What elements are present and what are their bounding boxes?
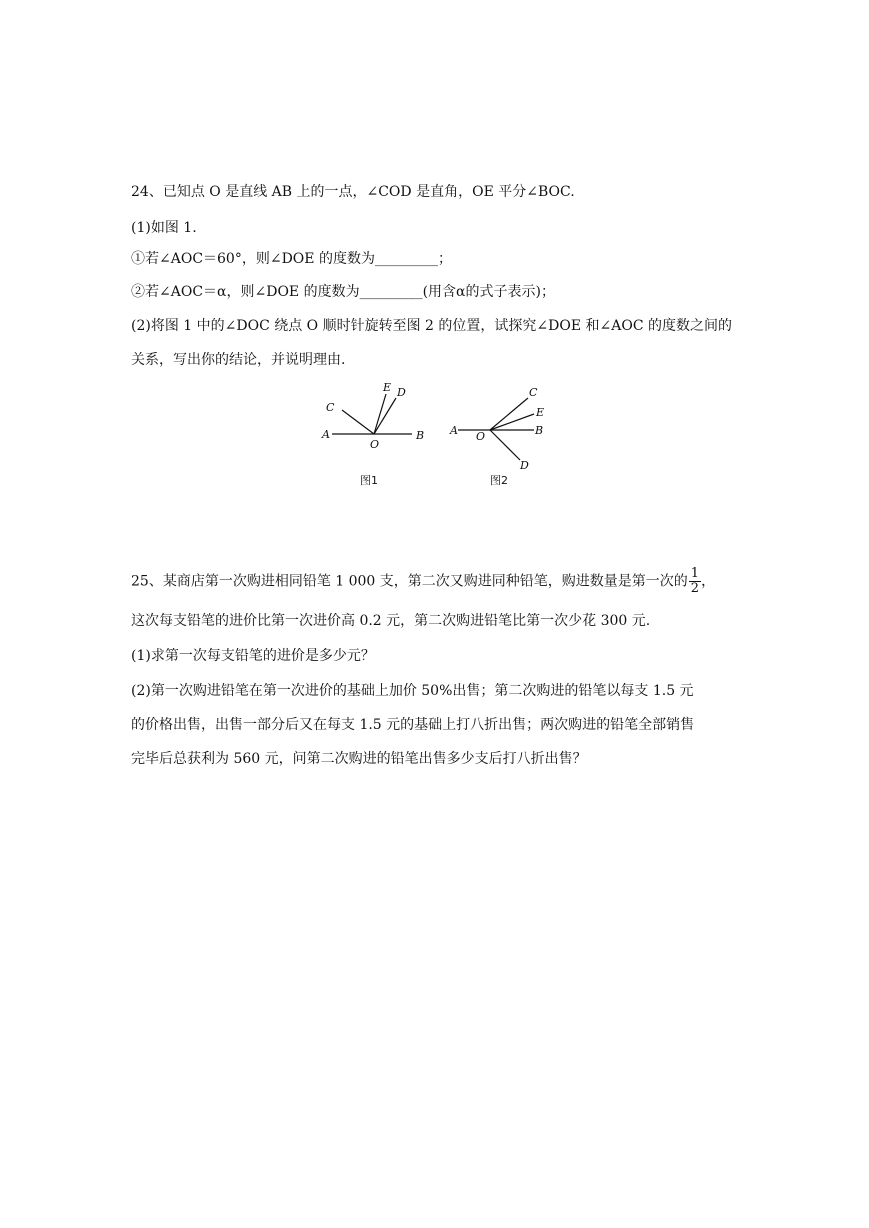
fig1-label-b: B <box>416 429 425 442</box>
figure-1 <box>316 378 436 458</box>
figure-2 <box>446 382 556 474</box>
fig2-label-o: O <box>476 430 486 443</box>
fig1-label-a: A <box>322 428 330 441</box>
q25-part2-line3: 完毕后总获利为 560 元，问第二次购进的铅笔出售多少支后打八折出售？ <box>131 751 587 767</box>
fig1-ray-od <box>374 398 396 434</box>
fig2-label-a: A <box>450 424 458 437</box>
fig1-label-c: C <box>326 401 335 414</box>
fig1-label-o: O <box>370 438 380 451</box>
q25-part1: (1)求第一次每支铅笔的进价是多少元？ <box>131 648 375 664</box>
fig2-label-c: C <box>529 386 538 399</box>
fig2-ray-oe <box>490 414 534 430</box>
q25-part2-line2: 的价格出售，出售一部分后又在每支 1.5 元的基础上打八折出售；两次购进的铅笔全部销售 <box>131 717 695 733</box>
fraction-one-half <box>689 567 701 596</box>
fig2-caption: 图2 <box>490 474 508 487</box>
fraction-denominator: 2 <box>690 581 700 596</box>
q25-part2-line1: (2)第一次购进铅笔在第一次进价的基础上加价 50%出售；第二次购进的铅笔以每支 1.5 元 <box>131 683 694 699</box>
fig1-ray-oc <box>342 410 374 434</box>
fraction-numerator: 1 <box>690 566 700 581</box>
fig2-ray-od <box>490 430 520 460</box>
q25-stem-line2: 这次每支铅笔的进价比第一次进价高 0.2 元，第二次购进铅笔比第一次少花 300 元. <box>131 613 651 629</box>
fig1-ray-oe <box>374 394 386 434</box>
fig2-ray-oc <box>490 398 528 430</box>
fig1-label-d: D <box>397 386 406 399</box>
q24-stem: 24、已知点 O 是直线 AB 上的一点，∠COD 是直角，OE 平分∠BOC. <box>131 184 575 200</box>
q24-item1: ①若∠AOC＝60°，则∠DOE 的度数为_________； <box>131 251 452 267</box>
q25-stem-end: ， <box>701 573 716 590</box>
fig2-label-d: D <box>520 459 529 472</box>
fig2-label-b: B <box>535 424 544 437</box>
q24-part1: (1)如图 1. <box>131 220 197 236</box>
q25-stem-line1 <box>131 567 715 596</box>
fig2-label-e: E <box>536 406 545 419</box>
fig1-label-e: E <box>383 381 392 394</box>
q24-part2-line1: (2)将图 1 中的∠DOC 绕点 O 顺时针旋转至图 2 的位置，试探究∠DOE 和∠AOC 的度数之间的 <box>131 318 733 334</box>
fig1-caption: 图1 <box>360 474 378 487</box>
q24-part2-line2: 关系，写出你的结论，并说明理由. <box>131 352 346 368</box>
q24-item2: ②若∠AOC＝α，则∠DOE 的度数为_________(用含α的式子表示)； <box>131 284 555 300</box>
q25-stem-text: 25、某商店第一次购进相同铅笔 1 000 支，第二次又购进同种铅笔，购进数量是第一次的 <box>131 573 688 590</box>
